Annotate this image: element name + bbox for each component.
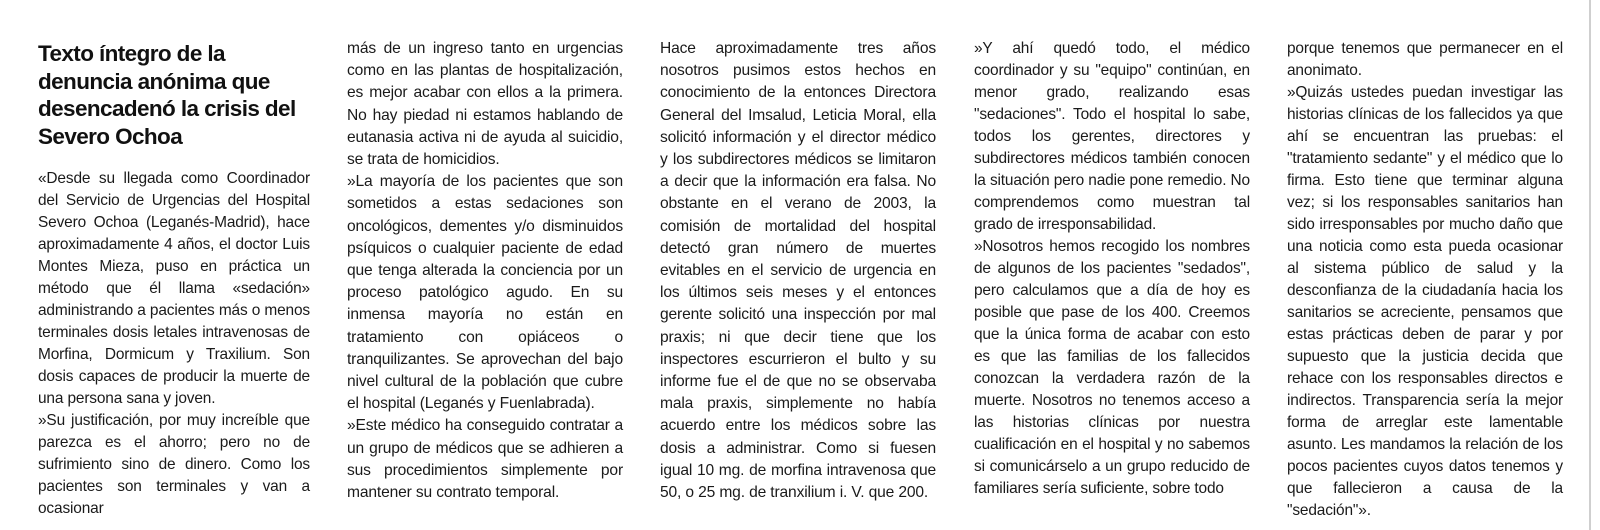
text-column-4: [974, 38, 1250, 500]
paragraph: »Nosotros hemos recogido los nombres de algunos de los pacientes "sedados", pero calculamos que a día de hoy es posible que pase de los 400. Creemos que la única forma de acabar con esto es que las familias de los fallecidos conozcan la verdadera razón de la muerte. Nosotros no tenemos acceso a las historias clínicas por nuestra cualificación en el hospital y no sabemos si comunicárselo a un grupo reducido de familiares sería suficiente, sobre todo: [974, 238, 1250, 497]
paragraph: «Desde su llegada como Coordinador del Servicio de Urgencias del Hospital Severo Ochoa (Leganés-Madrid), hace aproximadamente 4 años, el doctor Luis Montes Mieza, puso en práctica un método que él llama «sedación» administrando a pacientes más o menos terminales dosis letales intravenosas de Morfina, Dormicum y Traxilium. Son dosis capaces de producir la muerte de una persona sana y joven.: [38, 170, 310, 407]
paragraph: »La mayoría de los pacientes que son sometidos a estas sedaciones son oncológicos, dementes y/o disminuidos psíquicos o cualquier paciente de edad que tenga alterada la conciencia por un proceso patológico agudo. En su inmensa mayoría no están en tratamiento con opiáceos o tranquilizantes. Se aprovechan del bajo nivel cultural de la población que cubre el hospital (Leganés y Fuenlabrada).: [347, 173, 623, 413]
column-rule: [1589, 0, 1591, 530]
text-column-1: [38, 40, 310, 520]
article-headline: Texto íntegro de la denuncia anónima que desencadenó la crisis del Severo Ochoa: [38, 41, 296, 149]
paragraph: Hace aproximadamente tres años nosotros pusimos estos hechos en conocimiento de la entonces Directora General del Imsalud, Leticia Moral, ella solicitó información y el director médico y los subdirectores médicos se limitaron a decir que la información era falsa. No obstante en el verano de 2003, la comisión de mortalidad del hospital detectó gran número de muertes evitables en el servicio de urgencia en los últimos seis meses y el entonces gerente solicitó una inspección por mal praxis; ni que decir tiene que los inspectores escurrieron el bulto y su informe fue el de que no se observaba mala praxis, simplemente no había acuerdo entre los médicos sobre las dosis a administrar. Como si fuesen igual 10 mg. de morfina intravenosa que 50, o 25 mg. de tranxilium i. V. que 200.: [660, 40, 936, 502]
paragraph: porque tenemos que permanecer en el anonimato.: [1287, 40, 1563, 79]
paragraph: más de un ingreso tanto en urgencias como en las plantas de hospitalización, es mejor acabar con ellos a la primera. No hay piedad ni estamos hablando de eutanasia activa ni de ayuda al suicidio, se trata de homicidios.: [347, 40, 623, 169]
text-column-5: [1287, 38, 1563, 522]
text-column-2: [347, 38, 623, 504]
text-column-3: [660, 38, 936, 504]
paragraph: »Este médico ha conseguido contratar a un grupo de médicos que se adhieren a sus procedimientos simplemente por mantener su contrato temporal.: [347, 417, 623, 502]
paragraph: »Y ahí quedó todo, el médico coordinador y su "equipo" continúan, en menor grado, realizando esas "sedaciones". Todo el hospital lo sabe, todos los gerentes, directores y subdirectores médicos también conocen la situación pero nadie pone remedio. No comprendemos como muestran tal grado de irresponsabilidad.: [974, 40, 1250, 233]
paragraph: »Su justificación, por muy increíble que parezca es el ahorro; pero no de sufrimiento sino de dinero. Como los pacientes son terminales y van a ocasionar: [38, 412, 310, 517]
paragraph: »Quizás ustedes puedan investigar las historias clínicas de los fallecidos ya que ahí se encuentran las pruebas: el "tratamiento sedante" y el médico que lo firma. Esto tiene que terminar alguna vez; si los responsables sanitarios han sido irresponsables por mucho daño que una noticia como esta pueda ocasionar al sistema público de salud y la desconfianza de la ciudadanía hacia los sanitarios se acreciente, pensamos que estas prácticas deben de parar y por supuesto que la justicia decida que rehace con los responsables directos e indirectos. Transparencia sería la mejor forma de arreglar este lamentable asunto. Les mandamos la relación de los pocos pacientes cuyos datos tenemos y que fallecieron a causa de la "sedación"».: [1287, 84, 1563, 519]
